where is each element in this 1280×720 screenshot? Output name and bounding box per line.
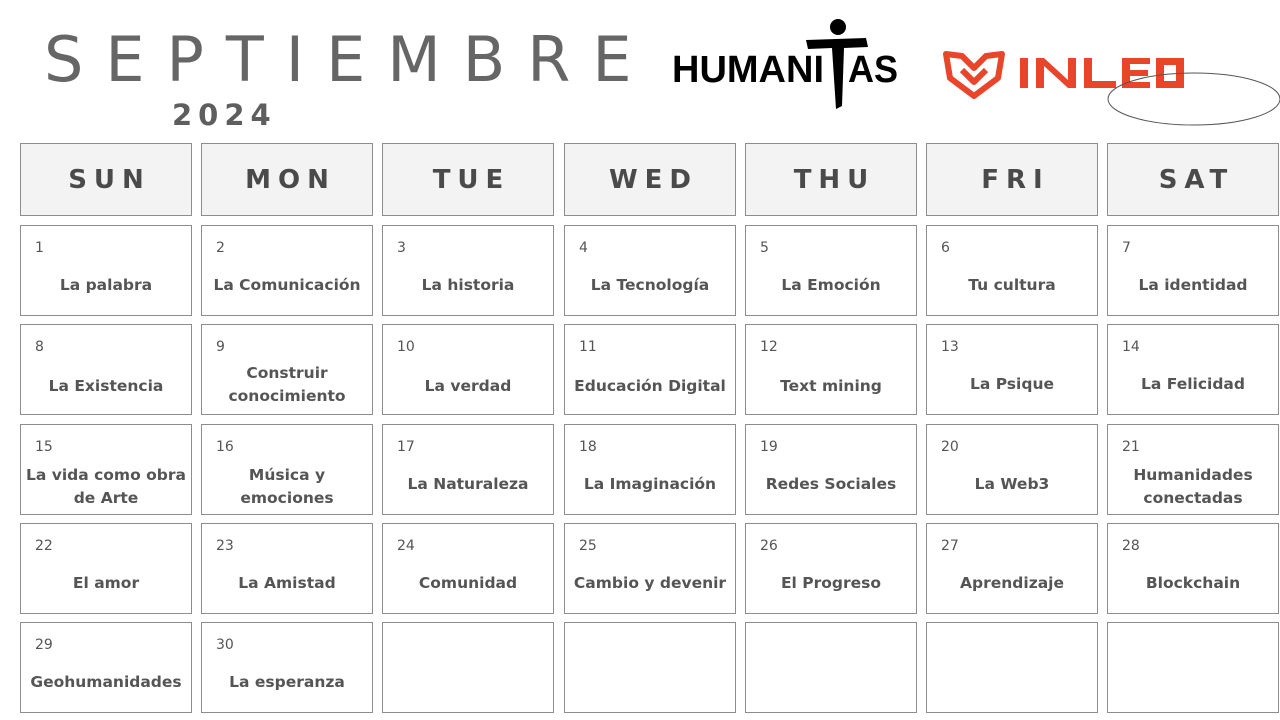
day-cell-6 — [926, 225, 1098, 316]
day-cell-16 — [201, 424, 373, 515]
day-number: 2 — [216, 240, 225, 256]
day-event: Construir conocimiento — [228, 363, 346, 405]
day-number: 24 — [397, 538, 415, 554]
day-number: 20 — [941, 439, 959, 455]
day-number: 15 — [35, 439, 53, 455]
day-event: La Amistad — [238, 574, 336, 592]
day-event: Comunidad — [418, 574, 518, 592]
weekday-header-wed — [564, 143, 736, 216]
day-cell-4 — [564, 225, 736, 316]
day-event: Redes Sociales — [765, 475, 897, 493]
day-event: La vida como obra de Arte — [26, 465, 186, 507]
day-cell-9 — [201, 324, 373, 415]
empty-day-cell — [382, 622, 554, 713]
year-label: 2024 — [172, 98, 277, 132]
day-event: La palabra — [59, 276, 153, 294]
weekday-label: FRI — [981, 164, 1050, 195]
day-number: 28 — [1122, 538, 1140, 554]
day-number: 16 — [216, 439, 234, 455]
day-event: Tu cultura — [968, 276, 1056, 294]
day-number: 17 — [397, 439, 415, 455]
day-cell-7 — [1107, 225, 1279, 316]
day-cell-25 — [564, 523, 736, 614]
weekday-label: THU — [793, 164, 876, 195]
day-number: 12 — [760, 339, 778, 355]
day-cell-23 — [201, 523, 373, 614]
day-event: La verdad — [424, 377, 512, 395]
day-cell-30 — [201, 622, 373, 713]
day-event: La historia — [421, 276, 515, 294]
day-event: Música y emociones — [240, 465, 334, 507]
day-number: 10 — [397, 339, 415, 355]
day-cell-28 — [1107, 523, 1279, 614]
day-number: 23 — [216, 538, 234, 554]
day-number: 19 — [760, 439, 778, 455]
day-event: La Web3 — [974, 475, 1050, 493]
day-event: La Tecnología — [590, 276, 710, 294]
day-cell-27 — [926, 523, 1098, 614]
day-cell-14 — [1107, 324, 1279, 415]
day-cell-8 — [20, 324, 192, 415]
day-cell-11 — [564, 324, 736, 415]
day-event: Aprendizaje — [960, 574, 1064, 592]
day-number: 5 — [760, 240, 769, 256]
day-number: 8 — [35, 339, 44, 355]
day-cell-15 — [20, 424, 192, 515]
day-cell-22 — [20, 523, 192, 614]
day-number: 3 — [397, 240, 406, 256]
day-cell-1 — [20, 225, 192, 316]
empty-day-cell — [745, 622, 917, 713]
day-event: Humanidades conectadas — [1133, 465, 1253, 507]
weekday-label: WED — [608, 164, 699, 195]
day-event: La identidad — [1138, 276, 1248, 294]
day-event: La Psique — [969, 375, 1054, 393]
day-cell-18 — [564, 424, 736, 515]
day-number: 7 — [1122, 240, 1131, 256]
weekday-label: TUE — [432, 164, 511, 195]
day-number: 14 — [1122, 339, 1140, 355]
month-title: SEPTIEMBRE — [44, 23, 654, 96]
day-number: 1 — [35, 240, 44, 256]
day-event: Text mining — [780, 377, 882, 395]
day-cell-17 — [382, 424, 554, 515]
day-number: 26 — [760, 538, 778, 554]
day-event: Blockchain — [1145, 574, 1241, 592]
weekday-header-sun — [20, 143, 192, 216]
day-number: 27 — [941, 538, 959, 554]
day-cell-24 — [382, 523, 554, 614]
day-number: 9 — [216, 339, 225, 355]
day-event: La Emoción — [781, 276, 881, 294]
weekday-header-thu — [745, 143, 917, 216]
day-event: La esperanza — [229, 673, 345, 691]
day-number: 22 — [35, 538, 53, 554]
day-number: 6 — [941, 240, 950, 256]
day-cell-21 — [1107, 424, 1279, 515]
day-event: Educación Digital — [574, 377, 726, 395]
empty-day-cell — [564, 622, 736, 713]
day-event: La Existencia — [48, 377, 164, 395]
humanitas-logo — [668, 16, 900, 112]
day-number: 13 — [941, 339, 959, 355]
day-cell-19 — [745, 424, 917, 515]
day-cell-10 — [382, 324, 554, 415]
day-event: Cambio y devenir — [573, 574, 727, 592]
day-event: La Comunicación — [213, 276, 361, 294]
day-number: 4 — [579, 240, 588, 256]
empty-day-cell — [1107, 622, 1279, 713]
day-cell-20 — [926, 424, 1098, 515]
weekday-label: SAT — [1158, 164, 1235, 195]
day-cell-12 — [745, 324, 917, 415]
day-number: 30 — [216, 637, 234, 653]
day-number: 29 — [35, 637, 53, 653]
day-cell-26 — [745, 523, 917, 614]
day-event: La Naturaleza — [407, 475, 529, 493]
day-number: 18 — [579, 439, 597, 455]
weekday-label: SUN — [68, 164, 151, 195]
weekday-header-fri — [926, 143, 1098, 216]
day-event: El amor — [72, 574, 140, 592]
day-cell-3 — [382, 225, 554, 316]
day-number: 11 — [579, 339, 597, 355]
weekday-header-sat — [1107, 143, 1279, 216]
empty-day-cell — [926, 622, 1098, 713]
day-number: 21 — [1122, 439, 1140, 455]
weekday-label: MON — [245, 164, 336, 195]
svg-text:AS: AS — [848, 49, 898, 91]
day-event: La Felicidad — [1141, 375, 1245, 393]
day-cell-29 — [20, 622, 192, 713]
weekday-header-tue — [382, 143, 554, 216]
day-cell-5 — [745, 225, 917, 316]
day-event: El Progreso — [780, 574, 882, 592]
weekday-header-mon — [201, 143, 373, 216]
day-cell-2 — [201, 225, 373, 316]
day-event: Geohumanidades — [30, 673, 182, 691]
day-number: 25 — [579, 538, 597, 554]
day-cell-13 — [926, 324, 1098, 415]
oval-shape — [1106, 70, 1280, 128]
svg-text:HUMANI: HUMANI — [672, 49, 824, 91]
day-event: La Imaginación — [583, 475, 717, 493]
